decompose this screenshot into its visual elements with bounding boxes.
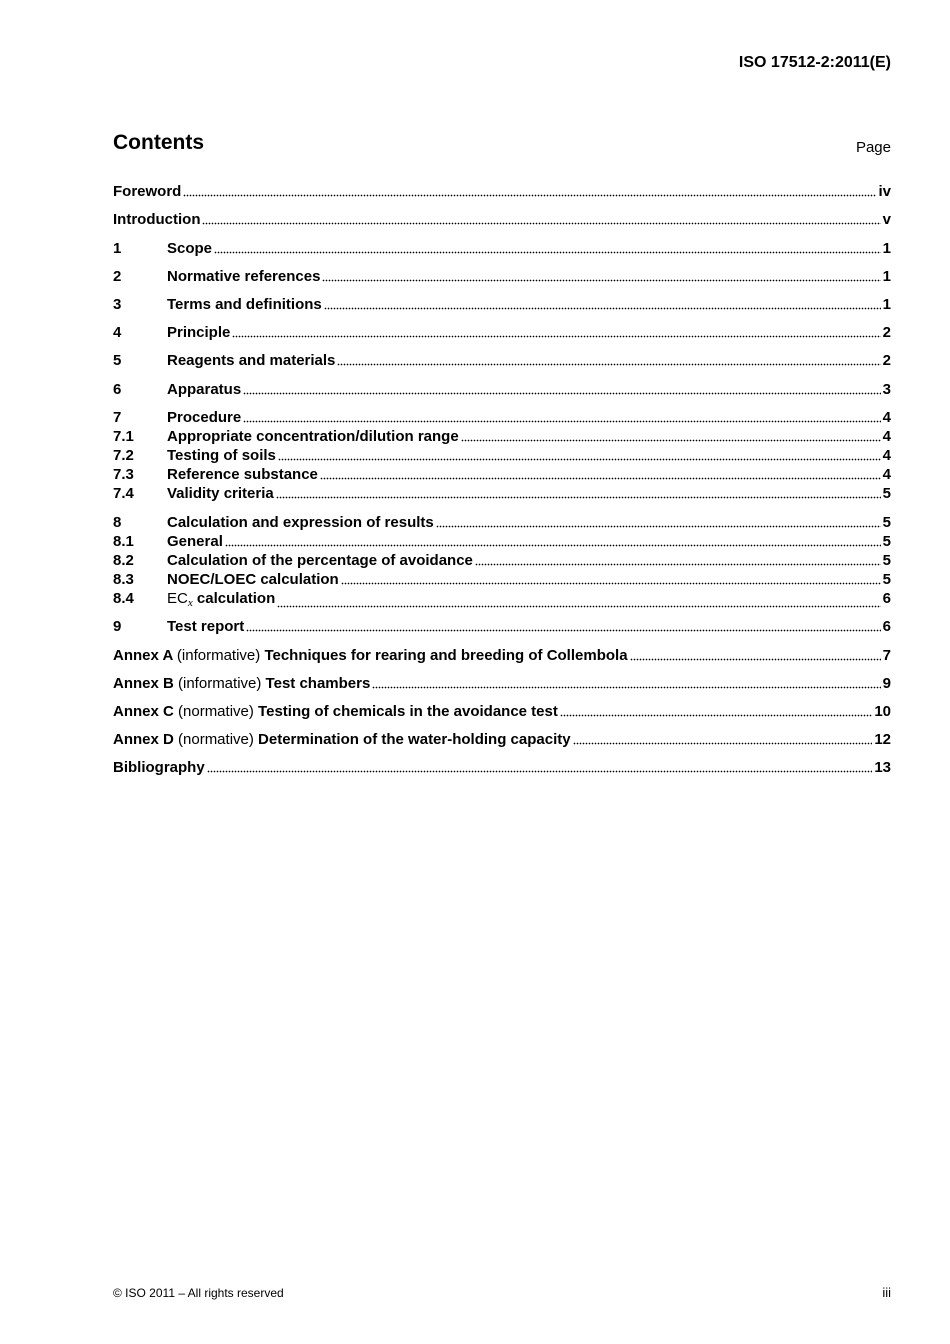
annex-title: Testing of chemicals in the avoidance test [258, 703, 558, 720]
toc-entry-page: 5 [882, 533, 891, 550]
toc-entry-apparatus[interactable] [113, 381, 891, 399]
dot-leader [243, 391, 880, 395]
toc-entry-number: 9 [113, 618, 122, 635]
toc-entry-title [113, 675, 370, 693]
toc-entry-page: v [882, 211, 891, 228]
annex-kind: (informative) [178, 675, 262, 692]
toc-entry-title: Scope [167, 240, 213, 257]
toc-entry-number: 7.3 [113, 466, 134, 483]
toc-entry-calculation-and-expression[interactable] [113, 514, 891, 532]
dot-leader [320, 476, 881, 480]
toc-entry-page: 3 [882, 381, 891, 398]
contents-title: Contents [113, 131, 204, 154]
toc-entry-number: 3 [113, 296, 122, 313]
toc-entry-validity-criteria[interactable] [113, 485, 891, 503]
toc-entry-title: Bibliography [113, 759, 205, 776]
toc-entry-annex-c[interactable] [113, 703, 891, 721]
toc-entry-page: 9 [882, 675, 891, 692]
toc-entry-title [167, 590, 275, 612]
toc-entry-page: 6 [882, 590, 891, 607]
toc-entry-title: Validity criteria [167, 485, 274, 502]
dot-leader [202, 221, 880, 225]
toc-entry-terms-and-definitions[interactable] [113, 296, 891, 314]
toc-entry-principle[interactable] [113, 324, 891, 342]
toc-entry-concentration-range[interactable] [113, 428, 891, 446]
toc-entry-title: Terms and definitions [167, 296, 322, 313]
toc-entry-foreword[interactable] [113, 183, 891, 201]
toc-entry-title: Foreword [113, 183, 182, 200]
toc-entry-page: 5 [882, 485, 891, 502]
copyright-notice: © ISO 2011 – All rights reserved [113, 1286, 284, 1300]
dot-leader [214, 250, 881, 254]
toc-entry-page: 5 [882, 514, 891, 531]
dot-leader [243, 419, 880, 423]
page-column-label: Page [855, 139, 891, 156]
toc-entry-introduction[interactable] [113, 211, 891, 229]
toc-entry-title [113, 703, 558, 721]
toc-entry-reference-substance[interactable] [113, 466, 891, 484]
dot-leader [232, 334, 880, 338]
dot-leader [322, 278, 880, 282]
toc-entry-annex-d[interactable] [113, 731, 891, 749]
toc-entry-page: 5 [882, 552, 891, 569]
dot-leader [372, 685, 880, 689]
dot-leader [573, 741, 873, 745]
page-number: iii [882, 1285, 891, 1300]
toc-entry-title: Calculation of the percentage of avoidance [167, 552, 473, 569]
toc-entry-page: iv [878, 183, 891, 200]
dot-leader [324, 306, 881, 310]
toc-entry-number: 8.2 [113, 552, 134, 569]
toc-entry-title: Introduction [113, 211, 201, 228]
annex-label: Annex B [113, 675, 174, 692]
dot-leader [183, 193, 876, 197]
annex-label: Annex D [113, 731, 174, 748]
dot-leader [475, 562, 881, 566]
toc-entry-page: 2 [882, 352, 891, 369]
toc-entry-scope[interactable] [113, 240, 891, 258]
ecx-subscript: x [187, 597, 193, 609]
toc-entry-number: 7.2 [113, 447, 134, 464]
ecx-title-rest: calculation [192, 590, 276, 607]
toc-entry-number: 7.4 [113, 485, 134, 502]
toc-entry-page: 4 [882, 447, 891, 464]
toc-entry-title: Principle [167, 324, 231, 341]
annex-kind: (normative) [178, 703, 254, 720]
toc-entry-page: 4 [882, 409, 891, 426]
annex-kind: (informative) [176, 647, 261, 664]
toc-entry-page: 1 [882, 296, 891, 313]
dot-leader [461, 438, 881, 442]
annex-title: Determination of the water-holding capacity [258, 731, 571, 748]
toc-entry-page: 6 [882, 618, 891, 635]
toc-entry-number: 8 [113, 514, 122, 531]
toc-entry-title: Reference substance [167, 466, 318, 483]
toc-entry-ecx-calculation[interactable] [113, 590, 891, 612]
toc-entry-test-report[interactable] [113, 618, 891, 636]
toc-entry-page: 7 [882, 647, 891, 664]
toc-entry-page: 12 [874, 731, 891, 748]
toc-entry-page: 10 [874, 703, 891, 720]
toc-entry-title: Test report [167, 618, 245, 635]
toc-entry-percentage-of-avoidance[interactable] [113, 552, 891, 570]
toc-entry-title: Normative references [167, 268, 321, 285]
toc-entry-title [113, 731, 571, 749]
toc-entry-testing-of-soils[interactable] [113, 447, 891, 465]
dot-leader [337, 362, 880, 366]
toc-entry-title: Apparatus [167, 381, 242, 398]
toc-entry-title: General [167, 533, 223, 550]
annex-label: Annex A [113, 647, 173, 664]
annex-label: Annex C [113, 703, 174, 720]
dot-leader [225, 543, 881, 547]
toc-entry-number: 8.3 [113, 571, 134, 588]
toc-entry-number: 1 [113, 240, 122, 257]
dot-leader [207, 769, 873, 773]
dot-leader [436, 524, 881, 528]
toc-entry-noec-loec[interactable] [113, 571, 891, 589]
toc-entry-title: Procedure [167, 409, 242, 426]
toc-entry-number: 2 [113, 268, 122, 285]
toc-entry-page: 1 [882, 240, 891, 257]
toc-entry-number: 8.4 [113, 590, 134, 607]
toc-entry-title: Appropriate concentration/dilution range [167, 428, 459, 445]
dot-leader [560, 713, 872, 717]
toc-entry-number: 7.1 [113, 428, 134, 445]
toc-entry-annex-b[interactable] [113, 675, 891, 693]
annex-title: Test chambers [265, 675, 371, 692]
toc-entry-page: 13 [874, 759, 891, 776]
toc-entry-title: Calculation and expression of results [167, 514, 434, 531]
annex-title: Techniques for rearing and breeding of Collembola [264, 647, 628, 664]
toc-entry-page: 4 [882, 428, 891, 445]
toc-entry-title: Testing of soils [167, 447, 276, 464]
toc-entry-general[interactable] [113, 533, 891, 551]
toc-entry-procedure[interactable] [113, 409, 891, 427]
dot-leader [277, 604, 880, 608]
toc-entry-page: 1 [882, 268, 891, 285]
toc-entry-title [113, 647, 628, 665]
toc-entry-number: 4 [113, 324, 122, 341]
dot-leader [246, 628, 880, 632]
toc-entry-bibliography[interactable] [113, 759, 891, 777]
toc-entry-reagents-and-materials[interactable] [113, 352, 891, 370]
dot-leader [276, 495, 881, 499]
toc-entry-normative-references[interactable] [113, 268, 891, 286]
annex-kind: (normative) [178, 731, 254, 748]
dot-leader [341, 581, 881, 585]
toc-entry-page: 2 [882, 324, 891, 341]
ecx-prefix: EC [167, 590, 188, 607]
toc-entry-number: 7 [113, 409, 122, 426]
toc-entry-page: 4 [882, 466, 891, 483]
toc-entry-number: 5 [113, 352, 122, 369]
toc-entry-title: NOEC/LOEC calculation [167, 571, 339, 588]
document-id: ISO 17512-2:2011(E) [738, 54, 891, 71]
dot-leader [278, 457, 881, 461]
dot-leader [630, 657, 881, 661]
toc-entry-title: Reagents and materials [167, 352, 336, 369]
toc-entry-number: 6 [113, 381, 122, 398]
toc-entry-number: 8.1 [113, 533, 134, 550]
toc-entry-annex-a[interactable] [113, 647, 891, 665]
toc-entry-page: 5 [882, 571, 891, 588]
